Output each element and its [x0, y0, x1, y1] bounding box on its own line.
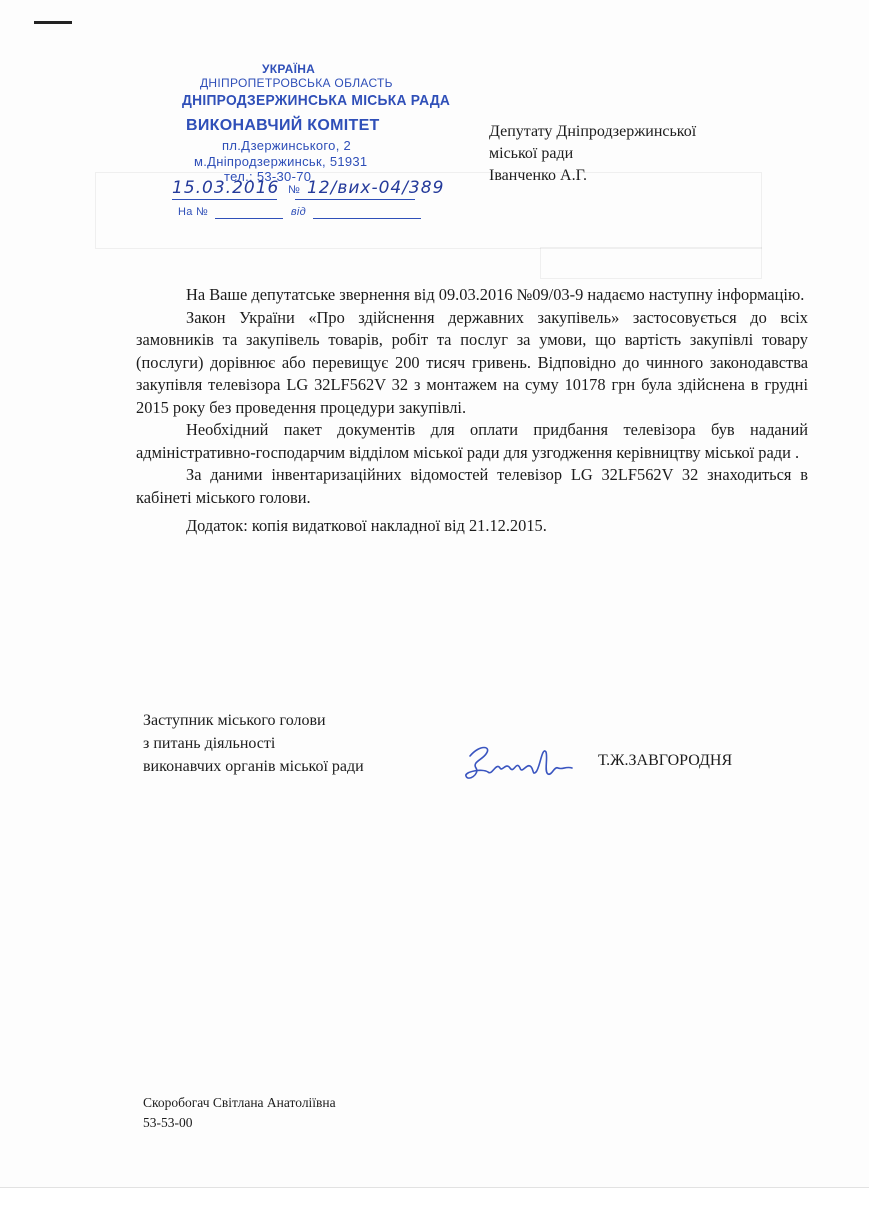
signatory-line-2: з питань діяльності	[143, 735, 276, 752]
addressee-line-2: міської ради	[489, 145, 574, 162]
paragraph-documents: Необхідний пакет документів для оплати придбання телевізора був наданий адміністративно-господарчим відділом міської ради для узгодження керівництву міської ради .	[136, 420, 808, 462]
stamp-committee: ВИКОНАВЧИЙ КОМІТЕТ	[186, 117, 380, 134]
executor-block	[143, 1093, 336, 1133]
reply-number-row	[178, 206, 421, 219]
reply-number-label: На №	[178, 206, 209, 218]
number-underline	[295, 199, 415, 200]
handwritten-signature	[462, 738, 582, 788]
signatory-line-1: Заступник міського голови	[143, 712, 326, 729]
paragraph-reply-reference: На Ваше депутатське звернення від 09.03.2016 №09/03-9 надаємо наступну інформацію.	[186, 285, 805, 304]
stamp-address-city: м.Дніпродзержинськ, 51931	[194, 154, 368, 169]
addressee-line-1: Депутату Дніпродзержинської	[489, 123, 697, 140]
paragraph-attachment: Додаток: копія видаткової накладної від 21.12.2015.	[186, 516, 547, 535]
addressee-block	[489, 121, 696, 187]
paragraph-inventory: За даними інвентаризаційних відомостей телевізор LG 32LF562V 32 знаходиться в кабінеті міського голови.	[136, 465, 808, 507]
date-underline	[172, 199, 277, 200]
handwritten-number: 12/вих-04/389	[306, 178, 445, 198]
outgoing-date-row	[172, 178, 444, 198]
handwritten-date: 15.03.2016	[172, 178, 280, 198]
bleed-through-cell	[540, 247, 762, 279]
from-label: від	[290, 206, 307, 218]
signatory-position	[143, 709, 364, 778]
stamp-phone: тел.: 53-30-70	[224, 169, 312, 184]
letter-body	[136, 284, 808, 538]
stamp-address-street: пл.Дзержинського, 2	[222, 138, 352, 153]
stamp-council: ДНІПРОДЗЕРЖИНСЬКА МІСЬКА РАДА	[182, 92, 451, 109]
number-label: №	[288, 184, 301, 196]
scan-edge-mark	[34, 21, 72, 24]
signatory-line-3: виконавчих органів міської ради	[143, 758, 364, 775]
stamp-region: ДНІПРОПЕТРОВСЬКА ОБЛАСТЬ	[200, 76, 393, 90]
addressee-line-3: Іванченко А.Г.	[489, 167, 588, 184]
paragraph-procurement-law: Закон України «Про здійснення державних закупівель» застосовується до всіх замовників та закупівель товарів, робіт та послуг за умови, що вартість закупівлі товару (послуги) дорівнює або перевищує 200 тисяч гривень. Відповідно до чинного законодавства закупівля телевізора LG 32LF562V 32 з монтажем на суму 10178 грн була здійснена в грудні 2015 року без проведення процедури закупівлі.	[136, 307, 808, 417]
signatory-name: Т.Ж.ЗАВГОРОДНЯ	[598, 752, 733, 769]
reply-number-blank	[215, 206, 283, 219]
scan-margin	[0, 1188, 869, 1205]
stamp-country: УКРАЇНА	[262, 62, 316, 76]
executor-name: Скоробогач Світлана Анатоліївна	[143, 1095, 336, 1110]
executor-phone: 53-53-00	[143, 1115, 193, 1130]
reply-date-blank	[313, 206, 421, 219]
